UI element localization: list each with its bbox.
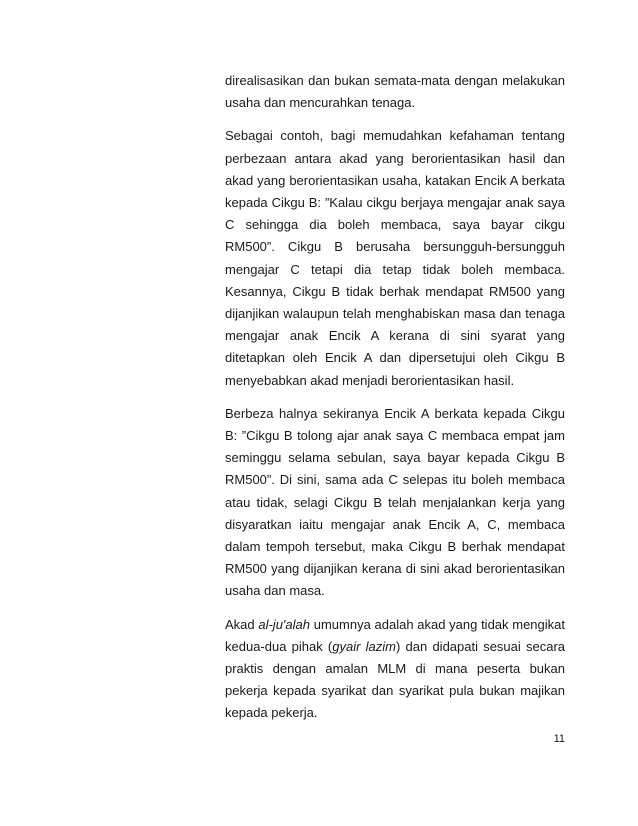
paragraph-1: direalisasikan dan bukan semata-mata dengan melakukan usaha dan mencurahkan tenaga.	[225, 73, 565, 111]
paragraph-2: Sebagai contoh, bagi memudahkan kefahaman tentang perbezaan antara akad yang berorientasikan hasil dan akad yang berorientasikan usaha, katakan Encik A berkata kepada Cikgu B: ”Kalau cikgu berjaya mengajar anak saya C sehingga dia boleh membaca, saya bayar cikgu RM500”. Cikgu B berusaha bersungguh-bersungguh mengajar C tetapi dia tetap tidak boleh membaca. Kesannya, Cikgu B tidak berhak mendapat RM500 yang dijanjikan walaupun telah menghabiskan masa dan tenaga mengajar anak Encik A kerana di sini syarat yang ditetapkan oleh Encik A dan dipersetujui oleh Cikgu B menyebabkan akad menjadi berorientasikan hasil.	[225, 128, 565, 388]
body-text	[225, 70, 565, 725]
paragraph-4	[225, 614, 565, 725]
paragraph-4-text-3: ) dan didapati sesuai secara praktis dengan amalan MLM di mana peserta bukan pekerja kepada syarikat dan syarikat pula bukan majikan kepada pekerja.	[225, 638, 566, 721]
term-gyair-lazim: gyair lazim	[332, 638, 397, 654]
page-number: 11	[553, 733, 565, 745]
paragraph-4-text-2: umumnya adalah akad yang tidak mengikat kedua-dua pihak (	[225, 616, 565, 654]
paragraph-3: Berbeza halnya sekiranya Encik A berkata kepada Cikgu B: ”Cikgu B tolong ajar anak saya C membaca empat jam seminggu selama sebulan, saya bayar kepada Cikgu B RM500”. Di sini, sama ada C selepas itu boleh membaca atau tidak, selagi Cikgu B telah menjalankan kerja yang disyaratkan iaitu mengajar anak Encik A, C, membaca dalam tempoh tersebut, maka Cikgu B berhak mendapat RM500 yang dijanjikan kerana di sini akad berorientasikan usaha dan masa.	[225, 405, 565, 599]
paragraph-4-text-1: Akad	[225, 616, 259, 632]
term-al-jualah: al-ju'alah	[258, 616, 310, 632]
